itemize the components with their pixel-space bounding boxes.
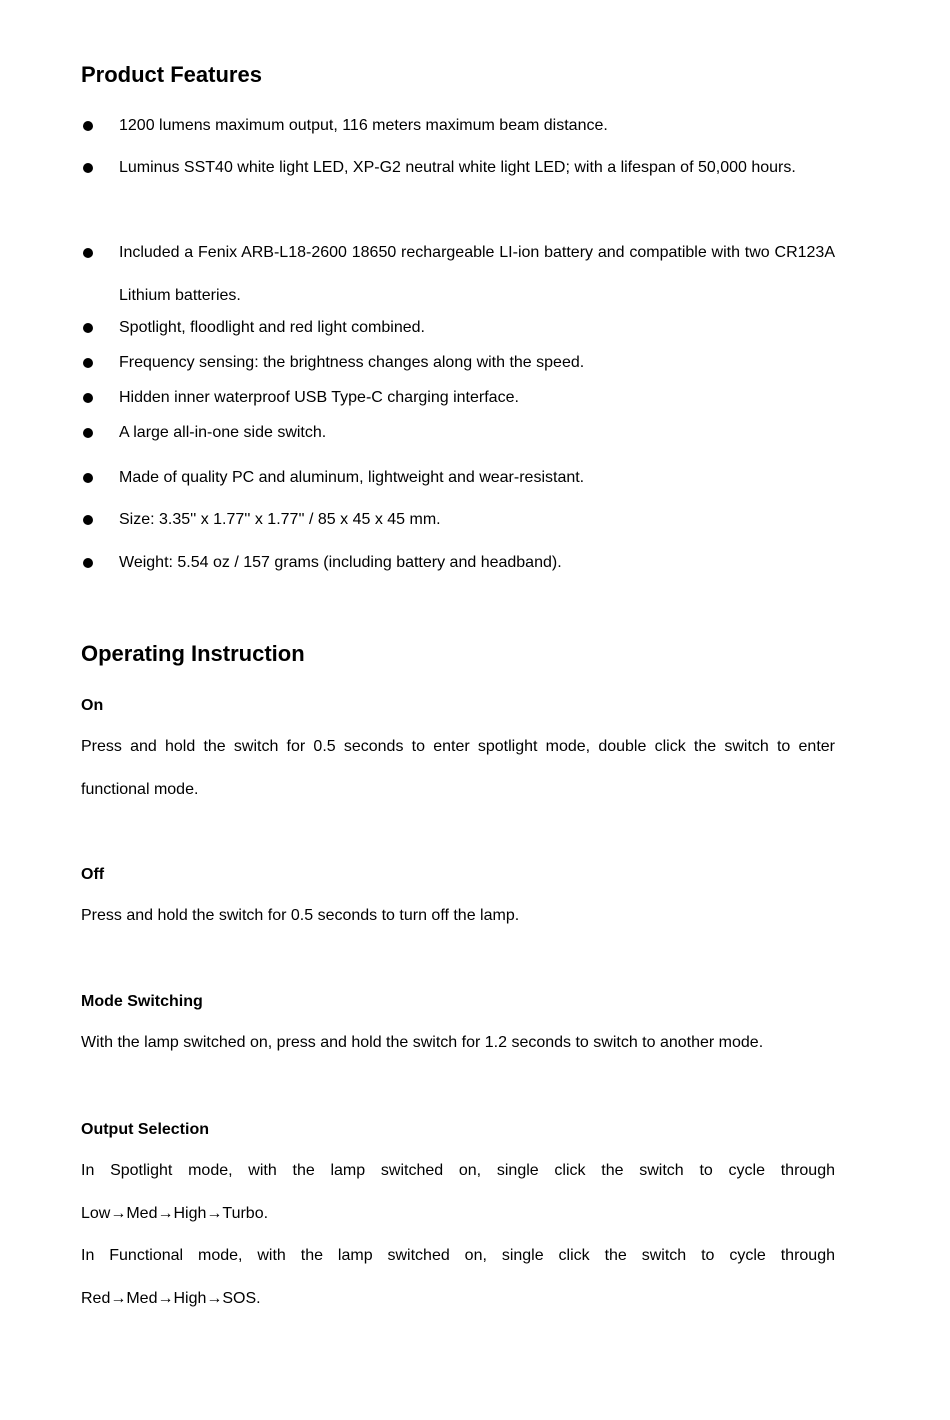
feature-text: Spotlight, floodlight and red light combined. [119, 319, 425, 336]
list-item [81, 147, 835, 190]
bullet-icon [83, 428, 93, 438]
section-off [81, 863, 835, 938]
bullet-icon [83, 515, 93, 525]
on-heading: On [81, 697, 104, 714]
section-mode-switching [81, 990, 835, 1065]
off-text: Press and hold the switch for 0.5 seconds to turn off the lamp. [81, 907, 520, 924]
output-selection-heading: Output Selection [81, 1121, 209, 1138]
feature-text: 1200 lumens maximum output, 116 meters maximum beam distance. [119, 117, 608, 134]
list-item [81, 457, 835, 500]
feature-text: Frequency sensing: the brightness changes along with the speed. [119, 354, 585, 371]
bullet-icon [83, 323, 93, 333]
feature-text: A large all-in-one side switch. [119, 424, 327, 441]
bullet-icon [83, 393, 93, 403]
list-item [81, 542, 835, 585]
feature-text: Luminus SST40 white light LED, XP-G2 neutral white light LED; with a lifespan of 50,000 hours. [119, 159, 796, 176]
on-text: Press and hold the switch for 0.5 seconds to enter spotlight mode, double click the switch to enter functional mode. [81, 738, 835, 798]
bullet-icon [83, 473, 93, 483]
feature-text: Hidden inner waterproof USB Type-C charging interface. [119, 389, 519, 406]
mode-switching-heading: Mode Switching [81, 993, 203, 1010]
feature-text: Weight: 5.54 oz / 157 grams (including battery and headband). [119, 554, 562, 571]
operating-instruction-heading: Operating Instruction [81, 641, 305, 666]
section-output-selection [81, 1118, 835, 1320]
bullet-icon [83, 163, 93, 173]
output-selection-functional-text: In Functional mode, with the lamp switched on, single click the switch to cycle through Red→Med→High→SOS. [81, 1247, 835, 1307]
feature-text: Included a Fenix ARB-L18-2600 18650 rechargeable LI-ion battery and compatible with two CR123A Lithium batteries. [119, 244, 835, 304]
bullet-icon [83, 558, 93, 568]
mode-switching-text: With the lamp switched on, press and hold the switch for 1.2 seconds to switch to another mode. [81, 1034, 764, 1051]
section-on [81, 694, 835, 811]
feature-text: Made of quality PC and aluminum, lightweight and wear-resistant. [119, 469, 585, 486]
bullet-icon [83, 248, 93, 258]
list-item [81, 499, 835, 542]
output-selection-spotlight-text: In Spotlight mode, with the lamp switched on, single click the switch to cycle through Low→Med→High→Turbo. [81, 1162, 835, 1222]
feature-text: Size: 3.35'' x 1.77'' x 1.77'' / 85 x 45 x 45 mm. [119, 511, 441, 528]
off-heading: Off [81, 866, 105, 883]
product-features-heading: Product Features [81, 62, 262, 87]
list-item [81, 232, 835, 317]
list-item [81, 105, 835, 148]
list-item [81, 412, 835, 455]
bullet-icon [83, 121, 93, 131]
bullet-icon [83, 358, 93, 368]
